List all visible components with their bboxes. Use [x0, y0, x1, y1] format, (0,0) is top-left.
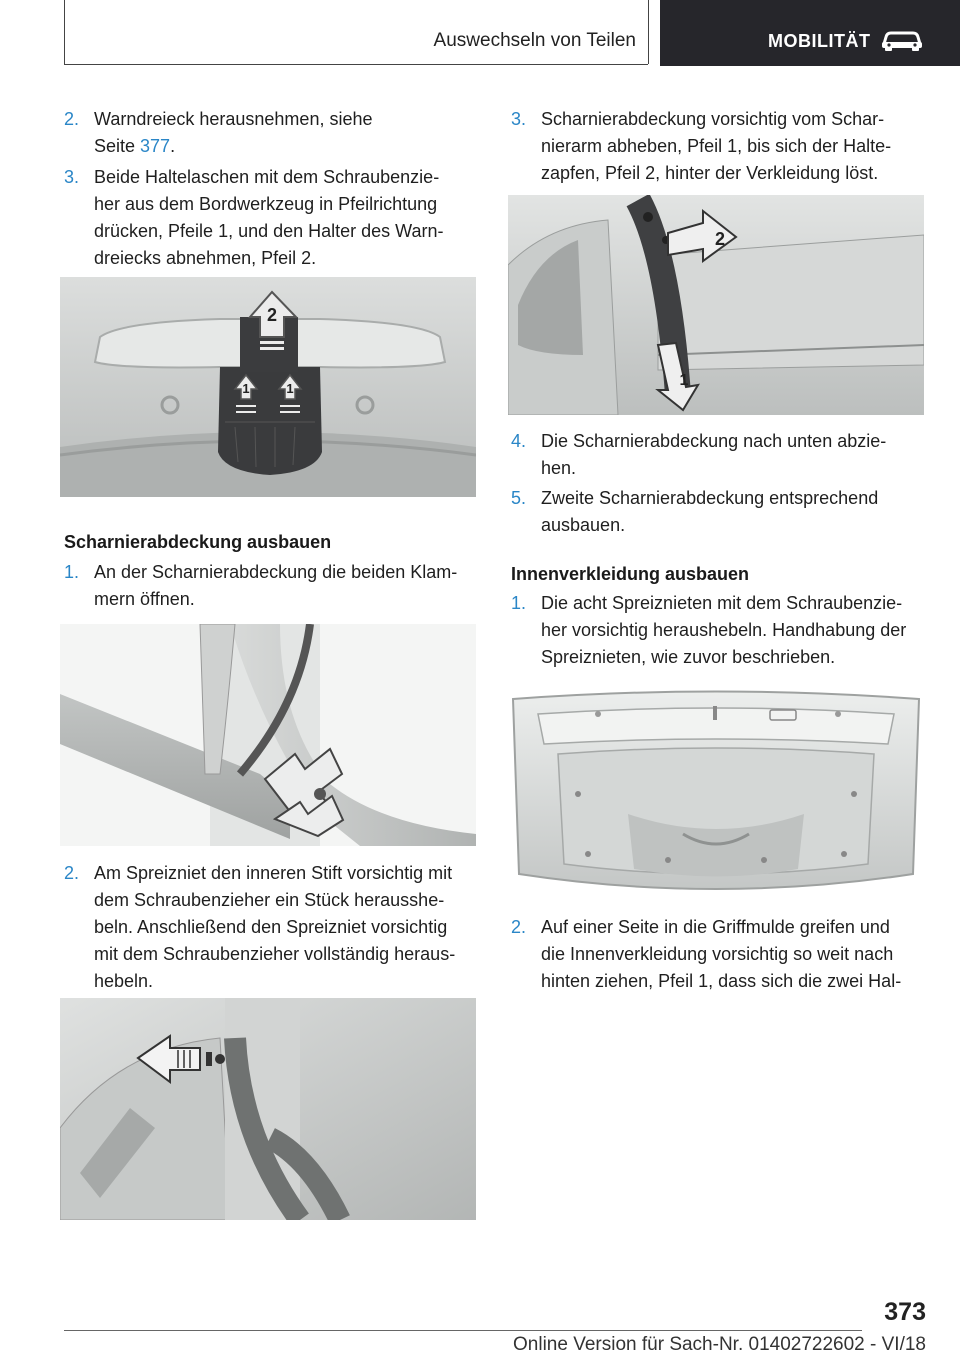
step-text [94, 164, 474, 272]
footer-version-text: Online Version für Sach-Nr. 01402722602 - VI/18 [513, 1334, 926, 1355]
period: . [170, 136, 176, 156]
step-text-line: her aus dem Bordwerkzeug in Pfeilrichtung [94, 194, 438, 214]
step-text-line: nierarm abheben, Pfeil 1, bis sich der Halte- [541, 136, 892, 156]
figure-trunk-lining [508, 684, 924, 904]
step-text-line: her vorsichtig heraushebeln. Handhabung der [541, 620, 907, 640]
figure-hinge-cover-lift [508, 195, 924, 415]
step-number: 2. [64, 109, 80, 129]
header-chapter-title: MOBILITÄT [768, 31, 871, 51]
step-text-line: dem Schraubenzieher ein Stück herausshe- [94, 890, 445, 910]
figure-triangle-holder [60, 277, 476, 497]
step-text-line: ausbauen. [541, 515, 626, 535]
figure-hinge-clamps [60, 624, 476, 846]
footer-rule [64, 1330, 862, 1331]
step-number: 1. [511, 593, 527, 613]
step-number: 2. [511, 917, 527, 937]
step-number: 2. [64, 863, 80, 883]
step-text [541, 106, 931, 187]
step-text-line: Beide Haltelaschen mit dem Schraubenzie- [94, 167, 440, 187]
step-text [541, 590, 936, 671]
arrow-label: 1 [286, 381, 294, 396]
header-section-title: Auswechseln von Teilen [433, 30, 636, 51]
step-text [94, 559, 479, 613]
header-divider-mid [648, 0, 649, 64]
figure-expanding-rivet [60, 998, 476, 1220]
step-text-line: Auf einer Seite in die Griffmulde greifen und [541, 917, 890, 937]
step-text-line: Zweite Scharnierabdeckung entsprechend [541, 488, 879, 508]
step-number: 1. [64, 562, 80, 582]
arrow-label: 1 [679, 372, 689, 389]
step-text-line: mern öffnen. [94, 589, 195, 609]
step-text-line: zapfen, Pfeil 2, hinter der Verkleidung löst. [541, 163, 879, 183]
step-number: 3. [64, 167, 80, 187]
header-rule [64, 64, 648, 65]
section-heading: Scharnierabdeckung ausbauen [64, 532, 332, 552]
step-text-line: hebeln. [94, 971, 154, 991]
step-text [541, 485, 931, 539]
step-text-line: hinten ziehen, Pfeil 1, dass sich die zwei Hal- [541, 971, 902, 991]
step-text [541, 914, 936, 995]
step-text [541, 428, 931, 482]
step-text-line: Die acht Spreiznieten mit dem Schraubenzie- [541, 593, 903, 613]
step-text-line: beln. Anschließend den Spreizniet vorsichtig [94, 917, 448, 937]
arrow-label: 1 [242, 381, 250, 396]
step-text-line [94, 133, 474, 160]
car-icon [880, 28, 924, 52]
step-number: 3. [511, 109, 527, 129]
step-text [94, 860, 479, 995]
arrow-label: 2 [266, 305, 278, 325]
page-reference-link[interactable]: 377 [140, 136, 171, 156]
seite-label: Seite [94, 136, 141, 156]
section-heading: Innenverkleidung ausbauen [511, 564, 750, 584]
step-text-line: Warndreieck herausnehmen, siehe [94, 109, 373, 129]
page-number: 373 [884, 1298, 926, 1326]
step-text-line: Spreiznieten, wie zuvor beschrieben. [541, 647, 836, 667]
step-number: 5. [511, 488, 527, 508]
step-text-line: hen. [541, 458, 577, 478]
step-text-line: dreiecks abnehmen, Pfeil 2. [94, 248, 317, 268]
step-text-line: Am Spreizniet den inneren Stift vorsichtig mit [94, 863, 453, 883]
step-text-line: An der Scharnierabdeckung die beiden Klam- [94, 562, 458, 582]
step-text-line: drücken, Pfeile 1, und den Halter des Warn- [94, 221, 444, 241]
step-text-line: Scharnierabdeckung vorsichtig vom Schar- [541, 109, 885, 129]
arrow-label: 2 [714, 229, 726, 249]
step-text-line: Die Scharnierabdeckung nach unten abzie- [541, 431, 887, 451]
step-text-line: mit dem Schraubenzieher vollständig heraus- [94, 944, 456, 964]
step-text [94, 106, 474, 160]
step-number: 4. [511, 431, 527, 451]
header-divider-left [64, 0, 65, 64]
step-text-line: die Innenverkleidung vorsichtig so weit nach [541, 944, 894, 964]
